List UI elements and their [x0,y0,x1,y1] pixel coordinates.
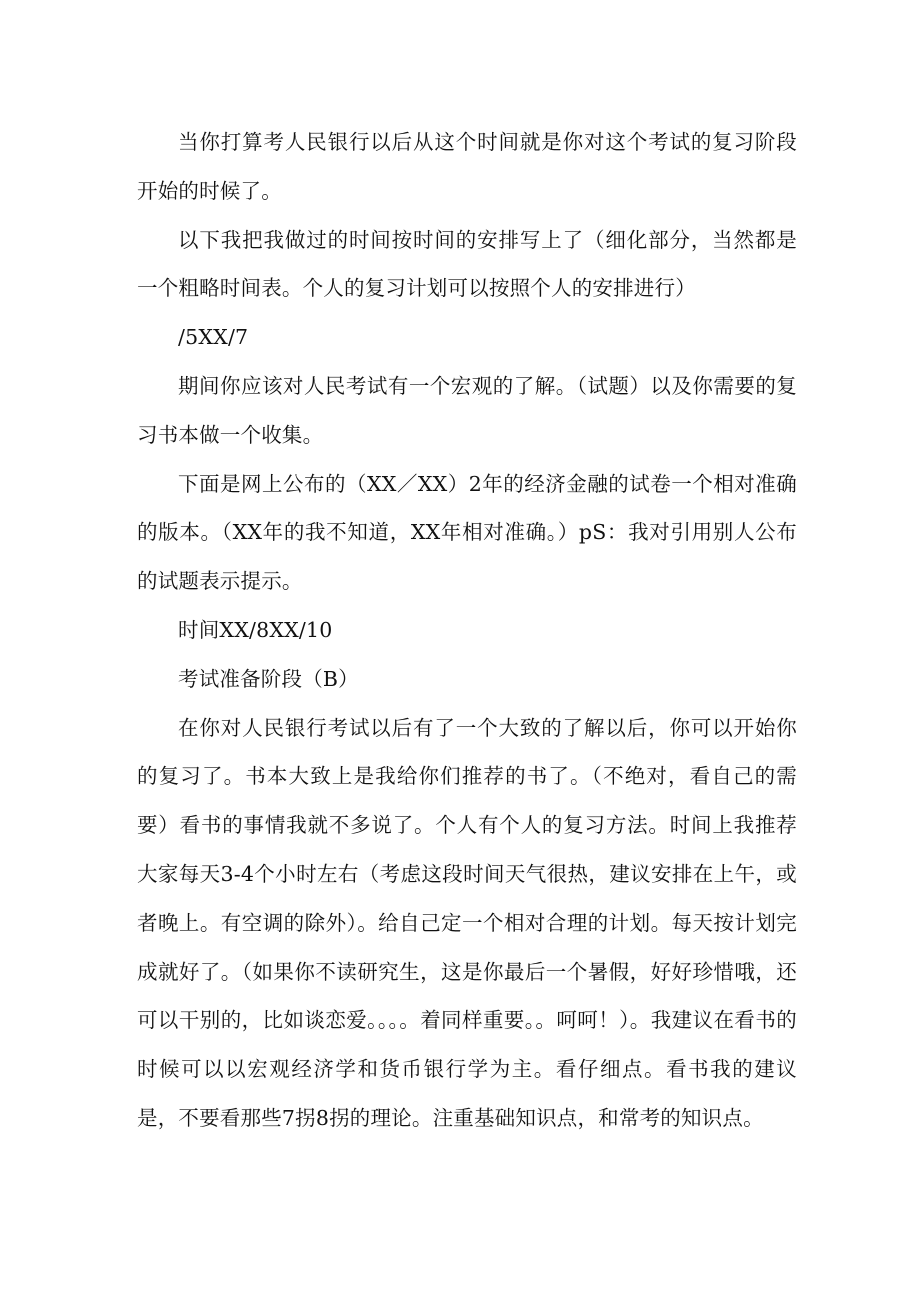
paragraph-date-range-1: /5XX/7 [178,325,249,350]
paragraph-exam-papers: 下面是网上公布的（XX／XX）2年的经济金融的试卷一个相对准确的版本。（XX年的我不知道，XX年相对准确。）pS：我对引用别人公布的试题表示提示。 [137,471,797,594]
paragraph-intro: 当你打算考人民银行以后从这个时间就是你对这个考试的复习阶段开始的时候了。 [137,130,797,203]
paragraph-schedule-note: 以下我把我做过的时间按时间的安排写上了（细化部分，当然都是一个粗略时间表。个人的复习计划可以按照个人的安排进行） [137,227,797,301]
document-body [137,118,797,1143]
paragraph-exam-overview: 期间你应该对人民考试有一个宏观的了解。（试题）以及你需要的复习书本做一个收集。 [137,373,797,447]
paragraph-study-advice: 在你对人民银行考试以后有了一个大致的了解以后，你可以开始你的复习了。书本大致上是我给你们推荐的书了。（不绝对，看自己的需要）看书的事情我就不多说了。个人有个人的复习方法。时间上我推荐大家每天3-4个小时左右（考虑这段时间天气很热，建议安排在上午，或者晚上。有空调的除外）。给自己定一个相对合理的计划。每天按计划完成就好了。（如果你不读研究生，这是你最后一个暑假，好好珍惜哦，还可以干别的，比如谈恋爱。。。。着同样重要。。呵呵！）。我建议在看书的时候可以以宏观经济学和货币银行学为主。看仔细点。看书我的建议是，不要看那些7拐8拐的理论。注重基础知识点，和常考的知识点。 [137,715,797,1130]
paragraph-date-range-2: 时间XX/8XX/10 [178,617,333,642]
paragraph-stage-heading: 考试准备阶段（B） [178,666,359,691]
